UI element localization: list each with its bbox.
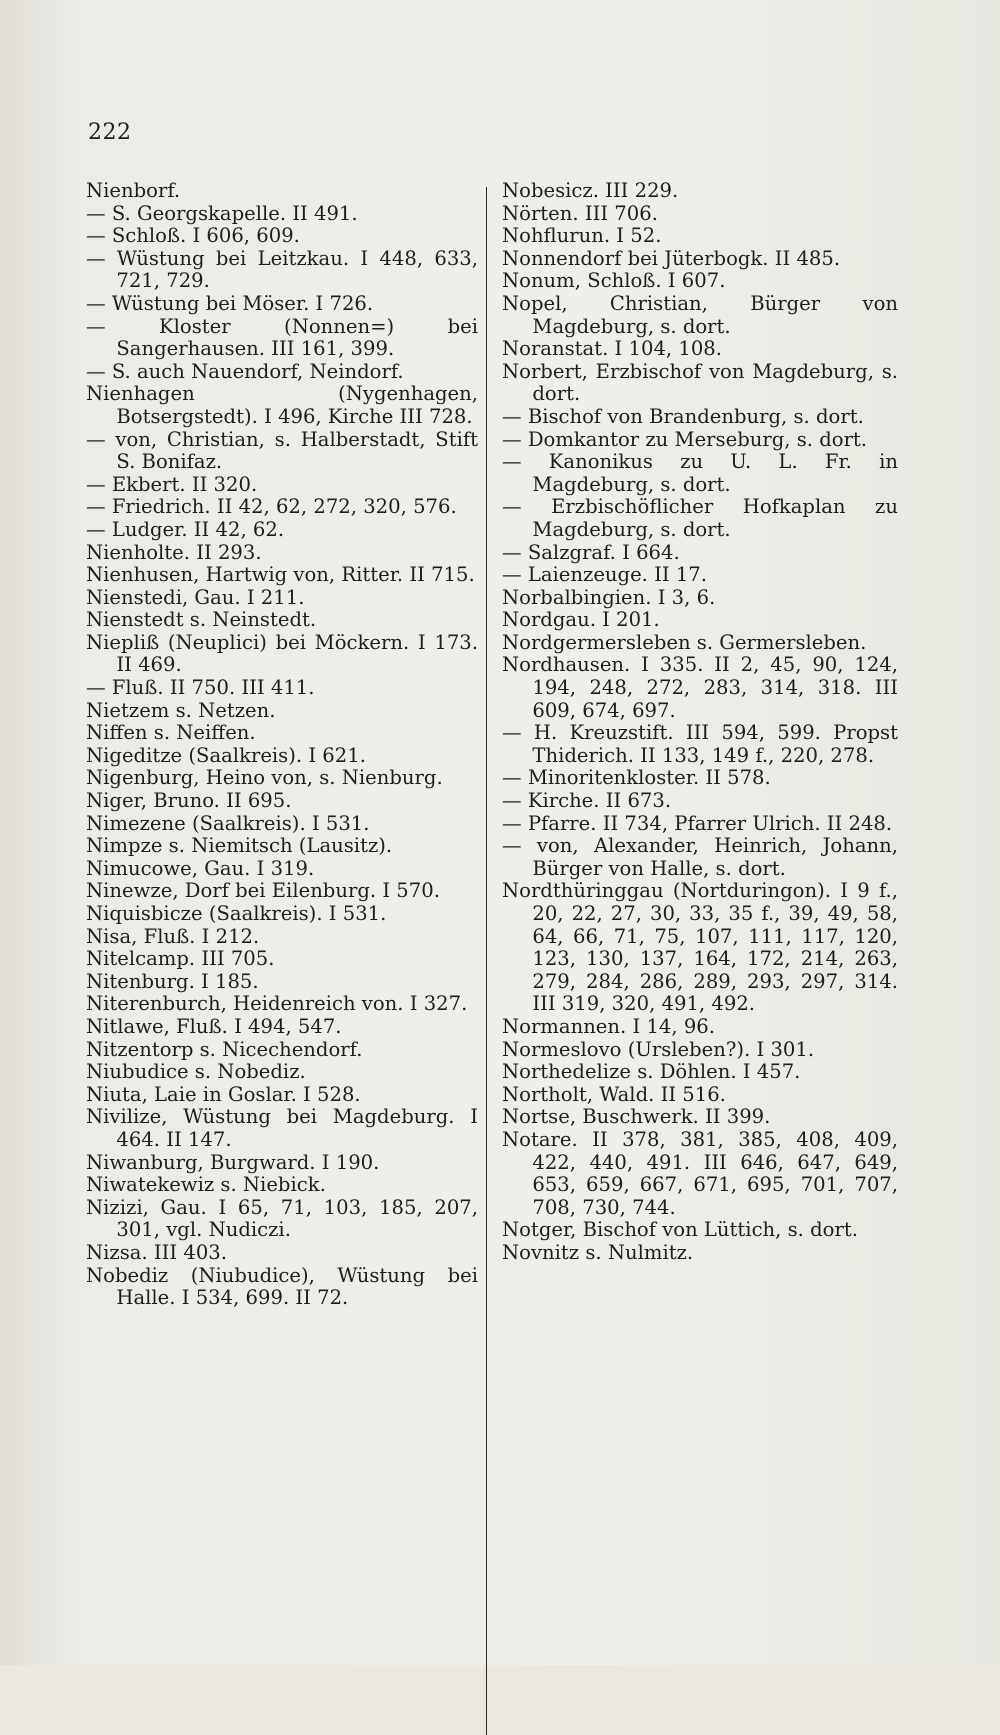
index-entry: Nobesicz. III 229. bbox=[502, 179, 679, 202]
index-entry: Nordthüringgau (Nortduringon). I 9 f., 20, 22, 27, 30, 33, 35 f., 39, 49, 58, 64, 66, 71, 75, 107, 111, 117, 120, 123, 130, 137, 164, 172, 214, 263, 279, 284, 286, 289, 293, 297, 314. III 319, 320, 491, 492. bbox=[502, 879, 898, 1016]
index-entry: — Salzgraf. I 664. bbox=[502, 540, 680, 564]
index-entry: Nörten. III 706. bbox=[502, 201, 658, 225]
index-entry: — Wüstung bei Leitzkau. I 448, 633, 721, 729. bbox=[86, 246, 478, 293]
index-entry: Nordhausen. I 335. II 2, 45, 90, 124, 194, 248, 272, 283, 314, 318. III 609, 674, 697. bbox=[502, 653, 898, 722]
index-entry: — Kloster (Nonnen=) bei Sangerhausen. III 161, 399. bbox=[86, 314, 478, 361]
index-entry: Nohflurun. I 52. bbox=[502, 224, 662, 248]
index-entry: — Wüstung bei Möser. I 726. bbox=[86, 291, 374, 315]
index-entry: Nitenburg. I 185. bbox=[86, 969, 259, 993]
index-entry: Niger, Bruno. II 695. bbox=[86, 789, 292, 813]
index-entry: — Bischof von Brandenburg, s. dort. bbox=[502, 404, 864, 428]
index-entry: Nimezene (Saalkreis). I 531. bbox=[86, 811, 370, 835]
index-entry: Normannen. I 14, 96. bbox=[502, 1014, 715, 1038]
index-entry: Niquisbicze (Saalkreis). I 531. bbox=[86, 902, 387, 925]
index-entry: Norbalbingien. I 3, 6. bbox=[502, 585, 716, 609]
index-entry: Nitelcamp. III 705. bbox=[86, 947, 275, 971]
index-entry: Northedelize s. Döhlen. I 457. bbox=[502, 1060, 801, 1084]
index-entry: Nienholte. II 293. bbox=[86, 540, 262, 564]
index-entry: — Laienzeuge. II 17. bbox=[502, 563, 707, 587]
index-entry: — Kanonikus zu U. L. Fr. in Magdeburg, s. dort. bbox=[502, 450, 898, 496]
index-entry: Nienstedt s. Neinstedt. bbox=[86, 608, 317, 632]
index-entry: Nonnendorf bei Jüterbogk. II 485. bbox=[502, 246, 841, 270]
index-entry: Nimucowe, Gau. I 319. bbox=[86, 856, 315, 880]
index-entry: Notger, Bischof von Lüttich, s. dort. bbox=[502, 1218, 858, 1242]
index-entry: Nigenburg, Heino von, s. Nienburg. bbox=[86, 766, 443, 790]
index-entry: — Erzbischöflicher Hofkaplan zu Magdeburg, s. dort. bbox=[502, 495, 898, 541]
index-entry: Niuta, Laie in Goslar. I 528. bbox=[86, 1082, 361, 1106]
index-entry: Niffen s. Neiffen. bbox=[86, 721, 256, 745]
index-entry: — Fluß. II 750. III 411. bbox=[86, 676, 315, 700]
index-entry: — Ludger. II 42, 62. bbox=[86, 517, 285, 541]
index-entry: — S. Georgskapelle. II 491. bbox=[86, 201, 358, 225]
index-entry: Nordgau. I 201. bbox=[502, 608, 660, 632]
index-entry: — Schloß. I 606, 609. bbox=[86, 224, 300, 248]
index-entry: — Minoritenkloster. II 578. bbox=[502, 766, 771, 790]
index-entry: — Ekbert. II 320. bbox=[86, 472, 258, 496]
index-entry: Novnitz s. Nulmitz. bbox=[502, 1240, 694, 1264]
index-entry: — von, Christian, s. Halberstadt, Stift S. Bonifaz. bbox=[86, 427, 478, 474]
index-entry: Niubudice s. Nobediz. bbox=[86, 1060, 306, 1084]
index-entry: — H. Kreuzstift. III 594, 599. Propst Thiderich. II 133, 149 f., 220, 278. bbox=[502, 721, 898, 767]
index-entry: Notare. II 378, 381, 385, 408, 409, 422, 440, 491. III 646, 647, 649, 653, 659, 667, 671, 695, 701, 707, 708, 730, 744. bbox=[502, 1127, 898, 1219]
index-entry: Nietzem s. Netzen. bbox=[86, 698, 276, 722]
index-entry: Nienstedi, Gau. I 211. bbox=[86, 585, 305, 609]
index-entry: Niwatekewiz s. Niebick. bbox=[86, 1173, 326, 1197]
index-entry: Nizsa. III 403. bbox=[86, 1240, 228, 1264]
index-entry: Niepliß (Neuplici) bei Möckern. I 173. II 469. bbox=[86, 630, 478, 677]
right-column bbox=[502, 180, 898, 1265]
index-entry: Nonum, Schloß. I 607. bbox=[502, 269, 726, 293]
index-entry: Nienhusen, Hartwig von, Ritter. II 715. bbox=[86, 563, 475, 587]
index-entry: Normeslovo (Ursleben?). I 301. bbox=[502, 1037, 815, 1061]
index-entry: Nisa, Fluß. I 212. bbox=[86, 924, 260, 948]
index-entry: Nitzentorp s. Nicechendorf. bbox=[86, 1037, 363, 1061]
index-entry: Nigeditze (Saalkreis). I 621. bbox=[86, 743, 366, 767]
index-entry: Northolt, Wald. II 516. bbox=[502, 1082, 726, 1106]
index-entry: Norbert, Erzbischof von Magdeburg, s. dort. bbox=[502, 359, 898, 406]
index-entry: Niterenburch, Heidenreich von. I 327. bbox=[86, 992, 468, 1016]
index-entry: Nopel, Christian, Bürger von Magdeburg, s. dort. bbox=[502, 291, 898, 338]
index-entry: Nienborf. bbox=[86, 179, 181, 202]
index-entry: Nitlawe, Fluß. I 494, 547. bbox=[86, 1014, 342, 1038]
index-entry: Nortse, Buschwerk. II 399. bbox=[502, 1105, 771, 1129]
index-entry: Nivilize, Wüstung bei Magdeburg. I 464. II 147. bbox=[86, 1105, 478, 1151]
index-entry: — Friedrich. II 42, 62, 272, 320, 576. bbox=[86, 495, 457, 519]
left-column bbox=[86, 180, 478, 1310]
index-entry: — Kirche. II 673. bbox=[502, 789, 672, 813]
index-entry: — von, Alexander, Heinrich, Johann, Bürger von Halle, s. dort. bbox=[502, 834, 898, 880]
index-entry: Nienhagen (Nygenhagen, Botsergstedt). I 496, Kirche III 728. bbox=[86, 382, 478, 428]
index-entry: — S. auch Nauendorf, Neindorf. bbox=[86, 359, 404, 383]
column-divider bbox=[486, 187, 487, 1735]
index-entry: Nobediz (Niubudice), Wüstung bei Halle. I 534, 699. II 72. bbox=[86, 1263, 478, 1310]
index-entry: — Domkantor zu Merseburg, s. dort. bbox=[502, 427, 868, 451]
index-entry: Nordgermersleben s. Germersleben. bbox=[502, 630, 867, 654]
page-number: 222 bbox=[88, 120, 132, 145]
index-entry: Niwanburg, Burgward. I 190. bbox=[86, 1150, 380, 1174]
index-entry: Ninewze, Dorf bei Eilenburg. I 570. bbox=[86, 879, 440, 903]
index-entry: Nimpze s. Niemitsch (Lausitz). bbox=[86, 834, 393, 858]
index-entry: Nizizi, Gau. I 65, 71, 103, 185, 207, 301, vgl. Nudiczi. bbox=[86, 1195, 478, 1242]
index-entry: — Pfarre. II 734, Pfarrer Ulrich. II 248. bbox=[502, 811, 893, 835]
index-entry: Noranstat. I 104, 108. bbox=[502, 337, 722, 361]
